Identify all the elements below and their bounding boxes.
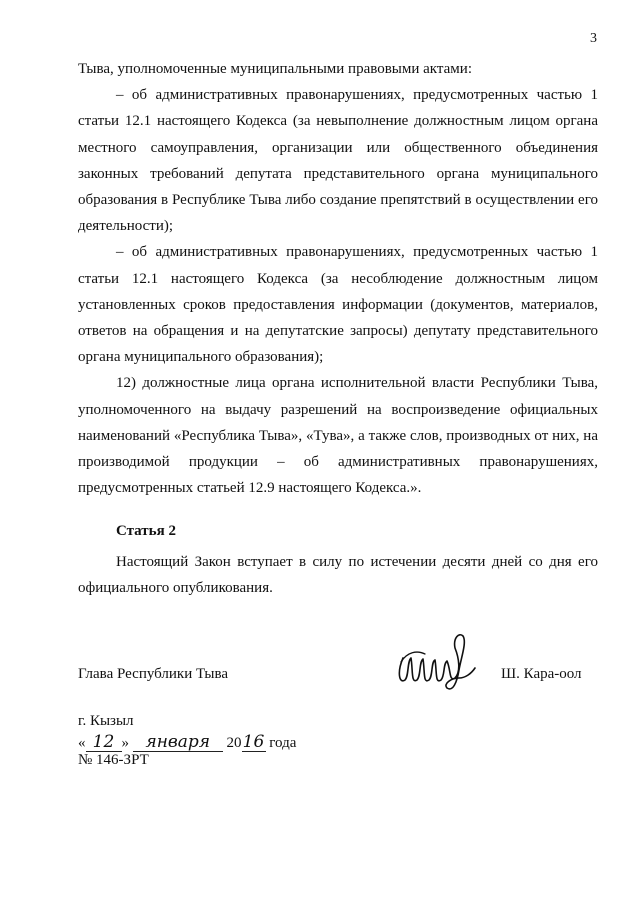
article-text: [78, 549, 598, 601]
date-year-handwritten: 16: [242, 732, 265, 752]
date-month-handwritten: января: [133, 733, 223, 752]
date-open-quote: «: [78, 735, 86, 751]
signatory-title: Глава Республики Тыва: [78, 666, 229, 682]
date-year-prefix: 20: [226, 735, 242, 751]
handwritten-signature: [393, 628, 477, 700]
paragraph-item-information-deadlines: – об административных правонарушениях, предусмотренных частью 1 статьи 12.1 настоящего Кодекса (за несоблюдение должностным лицом установленных сроков предоставления информации (документов, материалов, ответов на обращения и на депутатские запросы) депутату представительного органа муниципального образования);: [78, 244, 598, 366]
article-heading: Статья 2: [116, 523, 176, 539]
signatory-name: Ш. Кара-оол: [501, 666, 582, 682]
body-text: [78, 56, 598, 501]
law-number: № 146-ЗРТ: [78, 752, 149, 768]
date-word: года: [269, 735, 297, 751]
date-close-quote: »: [121, 735, 129, 751]
paragraph-item-obstruction: – об административных правонарушениях, предусмотренных частью 1 статьи 12.1 настоящего Кодекса (за невыполнение должностным лицом органа местного самоуправления, организации или общественного объединения законных требований депутата представительного органа муниципального образования в Республике Тыва либо создание препятствий в осуществлении его деятельности);: [78, 87, 598, 235]
article-paragraph: Настоящий Закон вступает в силу по истечении десяти дней со дня его официального опубликования.: [78, 554, 598, 597]
paragraph-intro: Тыва, уполномоченные муниципальными правовыми актами:: [78, 61, 472, 77]
signing-place: г. Кызыл: [78, 713, 134, 729]
page-number: 3: [590, 31, 597, 46]
date-day-handwritten: 12: [86, 733, 122, 752]
paragraph-item-12: 12) должностные лица органа исполнительной власти Республики Тыва, уполномоченного на выдачу разрешений на воспроизведение официальных наименований «Республика Тыва», «Тува», а также слов, производных от них, на производимой продукции – об административных правонарушениях, предусмотренных статьей 12.9 настоящего Кодекса.».: [78, 375, 598, 497]
